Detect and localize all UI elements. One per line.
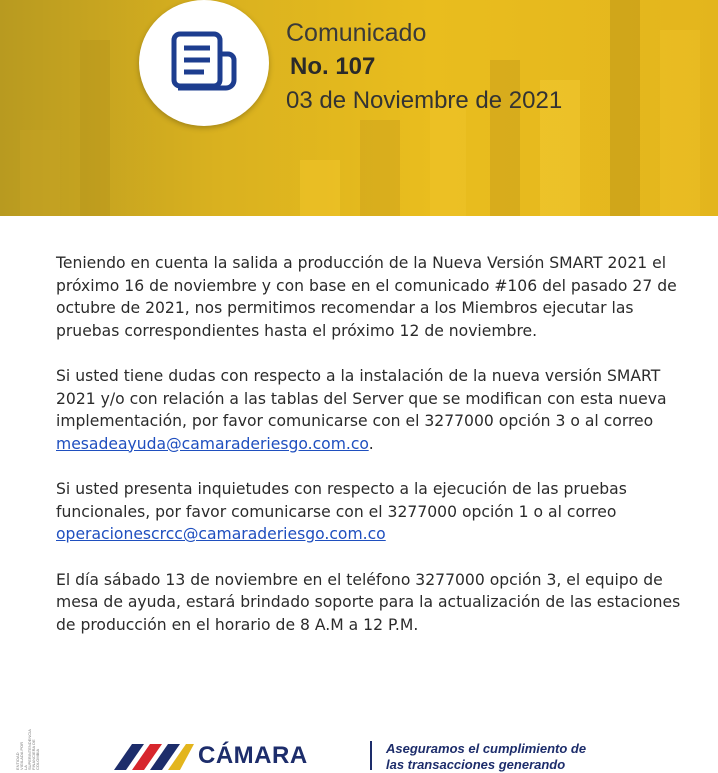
communique-number: No. 107 [290,53,376,80]
document-icon [171,30,237,94]
paragraph-3 [56,478,696,546]
paragraph-2 [56,365,696,455]
paragraph-4: El día sábado 13 de noviembre en el teléfono 3277000 opción 3, el equipo de mesa de ayuda, estará brindado soporte para la actualización de las estaciones de producción en el horario de 8 A.M a 12 P.M. [56,570,681,634]
tagline-line-2: las transacciones generando [386,757,566,772]
camara-logo-icon [110,740,194,770]
paragraph-2-end: . [368,434,374,453]
paragraph-2-text: Si usted tiene dudas con respecto a la instalación de la nueva versión SMART 2021 y/o con relación a las tablas del Server que se modifican con esta nueva implementación, por favor comunicarse con el 3277000 opción 3 o al correo [56,367,667,430]
footer-divider [370,741,372,770]
operaciones-email-link[interactable]: operacionescrcc@camaraderiesgo.com.co [56,525,386,543]
document-icon-badge [139,0,269,126]
regulator-note: ENTIDAD VIGILADA POR LA SUPERINTENDENCIA FINANCIERA DE COLOMBIA [15,729,40,770]
communique-date: 03 de Noviembre de 2021 [286,87,563,114]
paragraph-3-text: Si usted presenta inquietudes con respecto a la ejecución de las pruebas funcionales, por favor comunicarse con el 3277000 opción 1 o al correo [56,480,627,521]
tagline-line-1: Aseguramos el cumplimiento de [386,741,587,756]
paragraph-1: Teniendo en cuenta la salida a producción de la Nueva Versión SMART 2021 el próximo 16 de noviembre y con base en el comunicado #106 del pasado 27 de octubre de 2021, nos permitimos recomendar a los Miembros ejecutar las pruebas correspondientes hasta el próximo 12 de noviembre. [56,254,677,340]
communique-title: Comunicado [286,19,427,47]
camara-logo-text: CÁMARA [198,742,308,769]
header-banner [0,0,718,216]
mesadeayuda-email-link[interactable]: mesadeayuda@camaraderiesgo.com.co [56,434,369,453]
footer-tagline [386,741,586,773]
communique-body [56,252,696,659]
